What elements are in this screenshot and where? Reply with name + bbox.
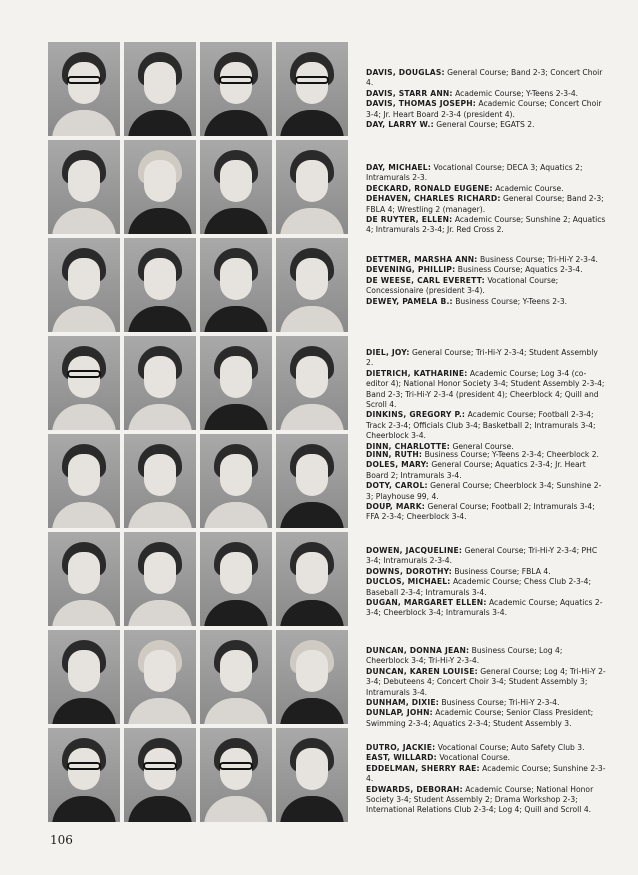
student-name: DINN, CHARLOTTE: — [366, 441, 451, 451]
student-entry — [366, 163, 606, 184]
portrait-photo — [276, 42, 348, 136]
student-activities: Business Course; Aquatics 2-3-4. — [457, 265, 583, 275]
student-activities: Business Course; Tri-Hi-Y 2-3-4. — [441, 698, 560, 708]
student-entry — [366, 598, 606, 619]
student-activities: Business Course; FBLA 4. — [454, 566, 551, 576]
portrait-grid — [48, 42, 348, 826]
student-activities: Academic Course; Y-Teens 2-3-4. — [455, 88, 579, 98]
student-name: DOTY, CAROL: — [366, 481, 428, 491]
portrait-photo — [200, 728, 272, 822]
student-name: DAY, LARRY W.: — [366, 120, 434, 130]
student-name: DAVIS, DOUGLAS: — [366, 68, 445, 77]
portrait-photo — [276, 630, 348, 724]
student-entry — [366, 184, 606, 194]
student-name: DE WEESE, CARL EVERETT: — [366, 275, 485, 285]
portrait-photo — [48, 532, 120, 626]
caption-block — [366, 348, 606, 452]
student-entry — [366, 502, 606, 523]
student-entry — [366, 785, 606, 816]
portrait-photo — [48, 630, 120, 724]
student-activities: General Course; Band 2-3; FBLA 4; Wrestling 2 (manager). — [366, 194, 604, 214]
caption-block — [366, 743, 606, 816]
portrait-photo — [200, 42, 272, 136]
student-activities: Vocational Course; Auto Safety Club 3. — [437, 743, 585, 752]
student-entry — [366, 481, 606, 502]
student-entry — [366, 276, 606, 297]
student-entry — [366, 215, 606, 236]
portrait-photo — [48, 238, 120, 332]
portrait-photo — [200, 532, 272, 626]
student-entry — [366, 348, 606, 369]
student-activities: Academic Course; Sunshine 2; Aquatics 4; Intramurals 2-3-4; Jr. Red Cross 2. — [366, 215, 606, 235]
student-activities: Academic Course. — [495, 183, 564, 193]
student-name: DUTRO, JACKIE: — [366, 743, 436, 752]
portrait-photo — [48, 434, 120, 528]
student-name: DE RUYTER, ELLEN: — [366, 215, 453, 225]
caption-block — [366, 255, 606, 307]
student-entry — [366, 646, 606, 667]
student-name: DINN, RUTH: — [366, 450, 423, 459]
student-name: DOWNS, DOROTHY: — [366, 566, 452, 576]
student-activities: Academic Course; Sunshine 2-3-4. — [366, 763, 606, 784]
portrait-photo — [200, 336, 272, 430]
student-name: DECKARD, RONALD EUGENE: — [366, 183, 493, 193]
student-name: DEVENING, PHILLIP: — [366, 265, 456, 275]
student-entry — [366, 546, 606, 567]
student-name: DIETRICH, KATHARINE: — [366, 368, 468, 378]
student-name: DEWEY, PAMELA B.: — [366, 296, 453, 306]
student-activities: General Course; Band 2-3; Concert Choir 4. — [366, 68, 603, 88]
student-name: DUNLAP, JOHN: — [366, 708, 433, 718]
portrait-photo — [276, 140, 348, 234]
student-activities: General Course; Aquatics 2-3-4; Jr. Heart Board 2; Intramurals 3-4. — [366, 460, 586, 480]
student-entry — [366, 708, 606, 729]
caption-block — [366, 546, 606, 619]
student-activities: General Course. — [452, 441, 514, 451]
student-name: DUNCAN, KAREN LOUISE: — [366, 666, 478, 676]
portrait-photo — [48, 728, 120, 822]
student-entry — [366, 410, 606, 441]
portrait-photo — [124, 532, 196, 626]
student-activities: General Course; Tri-Hi-Y 2-3-4; PHC 3-4; Intramurals 2-3-4. — [366, 546, 598, 566]
portrait-photo — [124, 336, 196, 430]
student-name: DOUP, MARK: — [366, 502, 426, 512]
caption-block — [366, 163, 606, 236]
student-entry — [366, 99, 606, 120]
portrait-photo — [124, 238, 196, 332]
portrait-photo — [276, 728, 348, 822]
portrait-photo — [200, 434, 272, 528]
student-activities: General Course; Log 4; Tri-Hi-Y 2-3-4; Debuteens 4; Concert Choir 3-4; Student Assembly 3; Intramurals 3-4. — [366, 666, 606, 697]
student-name: DINKINS, GREGORY P.: — [366, 410, 466, 420]
portrait-photo — [276, 532, 348, 626]
student-activities: Academic Course; Senior Class President; Swimming 2-3-4; Aquatics 2-3-4; Student Assembly 3. — [366, 708, 594, 728]
student-activities: Business Course; Y-Teens 2-3. — [455, 296, 568, 306]
student-activities: Vocational Course. — [439, 753, 511, 763]
student-activities: General Course; EGATS 2. — [436, 120, 535, 130]
portrait-photo — [124, 630, 196, 724]
student-entry — [366, 194, 606, 215]
student-activities: Business Course; Y-Teens 2-3-4; Cheerblock 2. — [424, 450, 599, 459]
student-name: DUNHAM, DIXIE: — [366, 698, 439, 708]
student-name: DIEL, JOY: — [366, 348, 410, 357]
student-activities: Academic Course; Chess Club 2-3-4; Baseball 2-3-4; Intramurals 3-4. — [366, 577, 592, 597]
portrait-photo — [200, 140, 272, 234]
student-entry — [366, 764, 606, 785]
student-activities: General Course; Tri-Hi-Y 2-3-4; Student Assembly 2. — [366, 348, 598, 368]
student-activities: Vocational Course; Concessionaire (president 3-4). — [366, 275, 559, 296]
portrait-photo — [276, 434, 348, 528]
student-entry — [366, 369, 606, 411]
student-activities: General Course; Football 2; Intramurals 3-4; FFA 2-3-4; Cheerblock 3-4. — [366, 502, 595, 522]
student-name: DUCLOS, MICHAEL: — [366, 577, 451, 587]
student-name: DUGAN, MARGARET ELLEN: — [366, 598, 487, 608]
student-activities: General Course; Cheerblock 3-4; Sunshine 2-3; Playhouse 99, 4. — [366, 481, 602, 501]
student-name: DUNCAN, DONNA JEAN: — [366, 646, 470, 655]
student-entry — [366, 265, 606, 275]
portrait-photo — [200, 238, 272, 332]
student-name: DAVIS, STARR ANN: — [366, 88, 453, 98]
portrait-photo — [124, 42, 196, 136]
student-activities: Business Course; Log 4; Cheerblock 3-4; Tri-Hi-Y 2-3-4. — [366, 646, 563, 666]
student-activities: Business Course; Tri-Hi-Y 2-3-4. — [479, 255, 598, 264]
student-entry — [366, 698, 606, 708]
student-entry — [366, 297, 606, 307]
student-name: DOWEN, JACQUELINE: — [366, 546, 463, 555]
student-entry — [366, 753, 606, 763]
student-name: DAVIS, THOMAS JOSEPH: — [366, 99, 476, 109]
student-name: EDWARDS, DEBORAH: — [366, 784, 463, 794]
student-entry — [366, 567, 606, 577]
student-entry — [366, 255, 606, 265]
student-entry — [366, 89, 606, 99]
portrait-photo — [276, 336, 348, 430]
portrait-photo — [124, 140, 196, 234]
student-activities: Academic Course; National Honor Society 3-4; Student Assembly 2; Drama Workshop 2-3; International Relations Club 2-3-4; Log 4; Quill and Scroll 4. — [366, 784, 594, 815]
student-entry — [366, 450, 606, 460]
student-name: DEHAVEN, CHARLES RICHARD: — [366, 194, 501, 204]
caption-block — [366, 450, 606, 523]
portrait-photo — [124, 434, 196, 528]
portrait-photo — [124, 728, 196, 822]
portrait-photo — [48, 140, 120, 234]
student-activities: Academic Course; Concert Choir 3-4; Jr. Heart Board 2-3-4 (president 4). — [366, 99, 602, 119]
student-entry — [366, 577, 606, 598]
portrait-photo — [276, 238, 348, 332]
student-entry — [366, 743, 606, 753]
portrait-photo — [48, 336, 120, 430]
student-activities: Academic Course; Log 3-4 (co-editor 4); National Honor Society 3-4; Student Assembly 2-3-4; Band 2-3; Tri-Hi-Y 2-3-4 (president 4); Cheerblock 4; Quill and Scroll 4. — [366, 368, 605, 410]
student-activities: Academic Course; Football 2-3-4; Track 2-3-4; Officials Club 3-4; Basketball 2; Intramurals 3-4; Cheerblock 3-4. — [366, 410, 596, 441]
student-name: DOLES, MARY: — [366, 460, 429, 470]
student-entry — [366, 68, 606, 89]
portrait-photo — [48, 42, 120, 136]
page-number: 106 — [50, 833, 73, 847]
student-name: DAY, MICHAEL: — [366, 163, 432, 172]
student-entry — [366, 667, 606, 698]
portrait-photo — [200, 630, 272, 724]
student-name: EAST, WILLARD: — [366, 753, 437, 763]
student-activities: Vocational Course; DECA 3; Aquatics 2; Intramurals 2-3. — [366, 163, 583, 183]
student-entry — [366, 460, 606, 481]
student-name: DETTMER, MARSHA ANN: — [366, 255, 478, 264]
student-activities: Academic Course; Aquatics 2-3-4; Cheerblock 3-4; Intramurals 3-4. — [366, 598, 603, 618]
student-name: EDDELMAN, SHERRY RAE: — [366, 763, 480, 773]
student-entry — [366, 120, 606, 130]
caption-block — [366, 68, 606, 130]
caption-block — [366, 646, 606, 729]
